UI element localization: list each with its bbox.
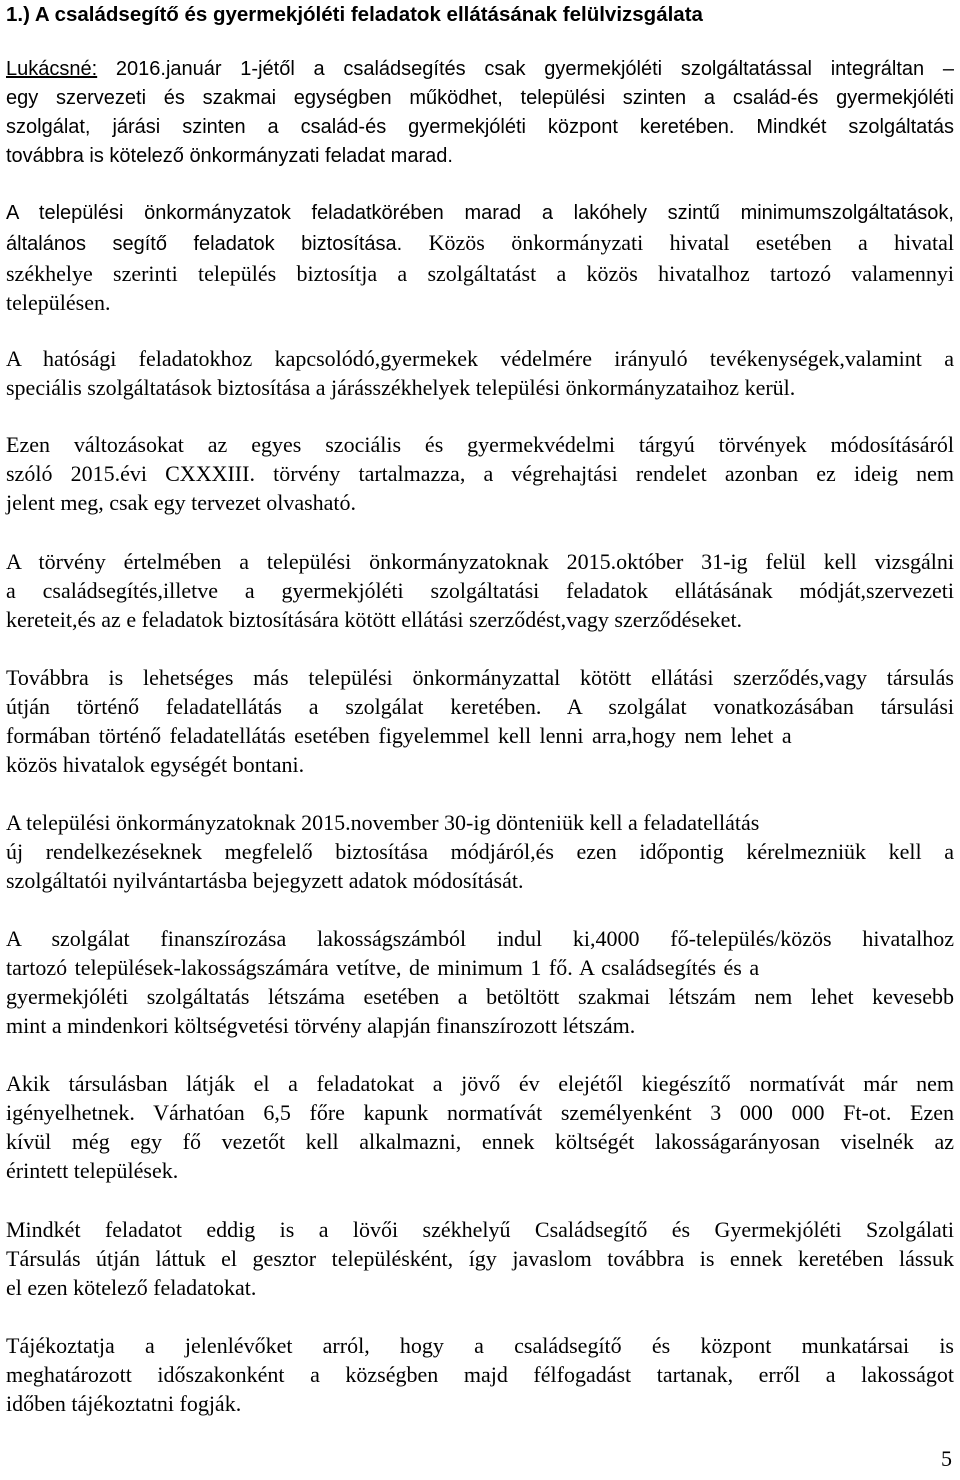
p4-line-3: kereteit,és az e feladatok biztosítására kötött ellátási szerződést,vagy szerződéseket. bbox=[6, 607, 743, 632]
p9-line-1: Mindkét feladatot eddig is a lövői székhelyű Családsegítő és Gyermekjóléti Szolgálati bbox=[6, 1217, 954, 1242]
p2-line-2: speciális szolgáltatások biztosítása a járásszékhelyek települési önkormányzataihoz kerül. bbox=[6, 375, 796, 400]
p6-line-1: A települési önkormányzatoknak 2015.november 30-ig dönteniük kell a feladatellátás bbox=[6, 810, 760, 835]
p7-line-4: mint a mindenkori költségvetési törvény alapján finanszírozott létszám. bbox=[6, 1013, 636, 1038]
intro-line-4: továbbra is kötelező önkormányzati feladat marad. bbox=[6, 145, 453, 167]
p5-line-3: formában történő feladatellátás esetében figyelemmel kell lenni arra,hogy nem lehet a bbox=[6, 723, 792, 748]
p10-line-3: időben tájékoztatni fogják. bbox=[6, 1391, 242, 1416]
intro-paragraph bbox=[6, 55, 954, 171]
paragraph-8 bbox=[6, 1069, 954, 1185]
p7-line-3: gyermekjóléti szolgáltatás létszáma esetében a betöltött szakmai létszám nem lehet kevesebb bbox=[6, 984, 954, 1009]
intro-line-1: Lukácsné: 2016.január 1-jétől a családsegítés csak gyermekjóléti szolgáltatással integráltan – bbox=[6, 58, 954, 80]
paragraph-10 bbox=[6, 1331, 954, 1418]
p10-line-2: meghatározott időszakonként a községben majd félfogadást tartanak, erről a lakosságot bbox=[6, 1362, 954, 1387]
p4-line-1: A törvény értelmében a települési önkormányzatoknak 2015.október 31-ig felül kell vizsgálni bbox=[6, 549, 954, 574]
p1-line-2: általános segítő feladatok biztosítása. Közös önkormányzati hivatal esetében a hivatal bbox=[6, 230, 954, 255]
p1-line-4: településen. bbox=[6, 290, 111, 315]
p2-line-1: A hatósági feladatokhoz kapcsolódó,gyermekek védelmére irányuló tevékenységek,valamint a bbox=[6, 346, 954, 371]
paragraph-1 bbox=[6, 199, 954, 317]
p1-line-1: A települési önkormányzatok feladatkörében marad a lakóhely szintű minimumszolgáltatások, bbox=[6, 202, 954, 224]
intro-line-2: egy szervezeti és szakmai egységben működhet, települési szinten a család-és gyermekjóléti bbox=[6, 87, 954, 109]
paragraph-5 bbox=[6, 663, 954, 779]
paragraph-4 bbox=[6, 547, 954, 634]
page-number: 5 bbox=[941, 1446, 952, 1471]
p9-line-2: Társulás útján láttuk el gesztor településként, így javaslom továbbra is ennek keretében lássuk bbox=[6, 1246, 954, 1271]
paragraph-9 bbox=[6, 1215, 954, 1302]
paragraph-3 bbox=[6, 430, 954, 517]
p10-line-1: Tájékoztatja a jelenlévőket arról, hogy a családsegítő és központ munkatársai is bbox=[6, 1333, 954, 1358]
p7-line-1: A szolgálat finanszírozása lakosságszámból indul ki,4000 fő-település/közös hivatalhoz bbox=[6, 926, 954, 951]
p7-line-2: tartozó települések-lakosságszámára vetítve, de minimum 1 fő. A családsegítés és a bbox=[6, 955, 760, 980]
p4-line-2: a családsegítés,illetve a gyermekjóléti szolgáltatási feladatok ellátásának módját,szervezeti bbox=[6, 578, 954, 603]
p5-line-2: útján történő feladatellátás a szolgálat keretében. A szolgálat vonatkozásában társulási bbox=[6, 694, 954, 719]
p3-line-1: Ezen változásokat az egyes szociális és gyermekvédelmi tárgyú törvények módosításáról bbox=[6, 432, 954, 457]
intro-line-3: szolgálat, járási szinten a család-és gyermekjóléti központ keretében. Mindkét szolgáltatás bbox=[6, 116, 954, 138]
speaker-name: Lukácsné: bbox=[6, 58, 98, 80]
p8-line-1: Akik társulásban látják el a feladatokat a jövő év elejétől kiegészítő normatívát már nem bbox=[6, 1071, 954, 1096]
p3-line-3: jelent meg, csak egy tervezet olvasható. bbox=[6, 490, 357, 515]
p8-line-4: érintett települések. bbox=[6, 1158, 179, 1183]
p5-line-4: közös hivatalok egységét bontani. bbox=[6, 752, 305, 777]
p5-line-1: Továbbra is lehetséges más települési önkormányzattal kötött ellátási szerződés,vagy társulás bbox=[6, 665, 954, 690]
paragraph-6 bbox=[6, 808, 954, 895]
paragraph-2 bbox=[6, 344, 954, 402]
p8-line-3: kívül még egy fő vezetőt kell alkalmazni, ennek költségét lakosságarányosan viselnék az bbox=[6, 1129, 954, 1154]
p6-line-2: új rendelkezéseknek megfelelő biztosítása módjáról,és ezen időpontig kérelmezniük kell a bbox=[6, 839, 954, 864]
p6-line-3: szolgáltatói nyilvántartásba bejegyzett adatok módosítását. bbox=[6, 868, 524, 893]
section-heading: 1.) A családsegítő és gyermekjóléti feladatok ellátásának felülvizsgálata bbox=[6, 3, 703, 26]
p1-line-3: székhelye szerinti település biztosítja a szolgáltatást a közös hivatalhoz tartozó valamennyi bbox=[6, 261, 954, 286]
p8-line-2: igényelhetnek. Várhatóan 6,5 főre kapunk normatívát személyenként 3 000 000 Ft-ot. Ezen bbox=[6, 1100, 954, 1125]
paragraph-7 bbox=[6, 924, 954, 1040]
p3-line-2: szóló 2015.évi CXXXIII. törvény tartalmazza, a végrehajtási rendelet azonban ez ideig nem bbox=[6, 461, 954, 486]
p9-line-3: el ezen kötelező feladatokat. bbox=[6, 1275, 257, 1300]
